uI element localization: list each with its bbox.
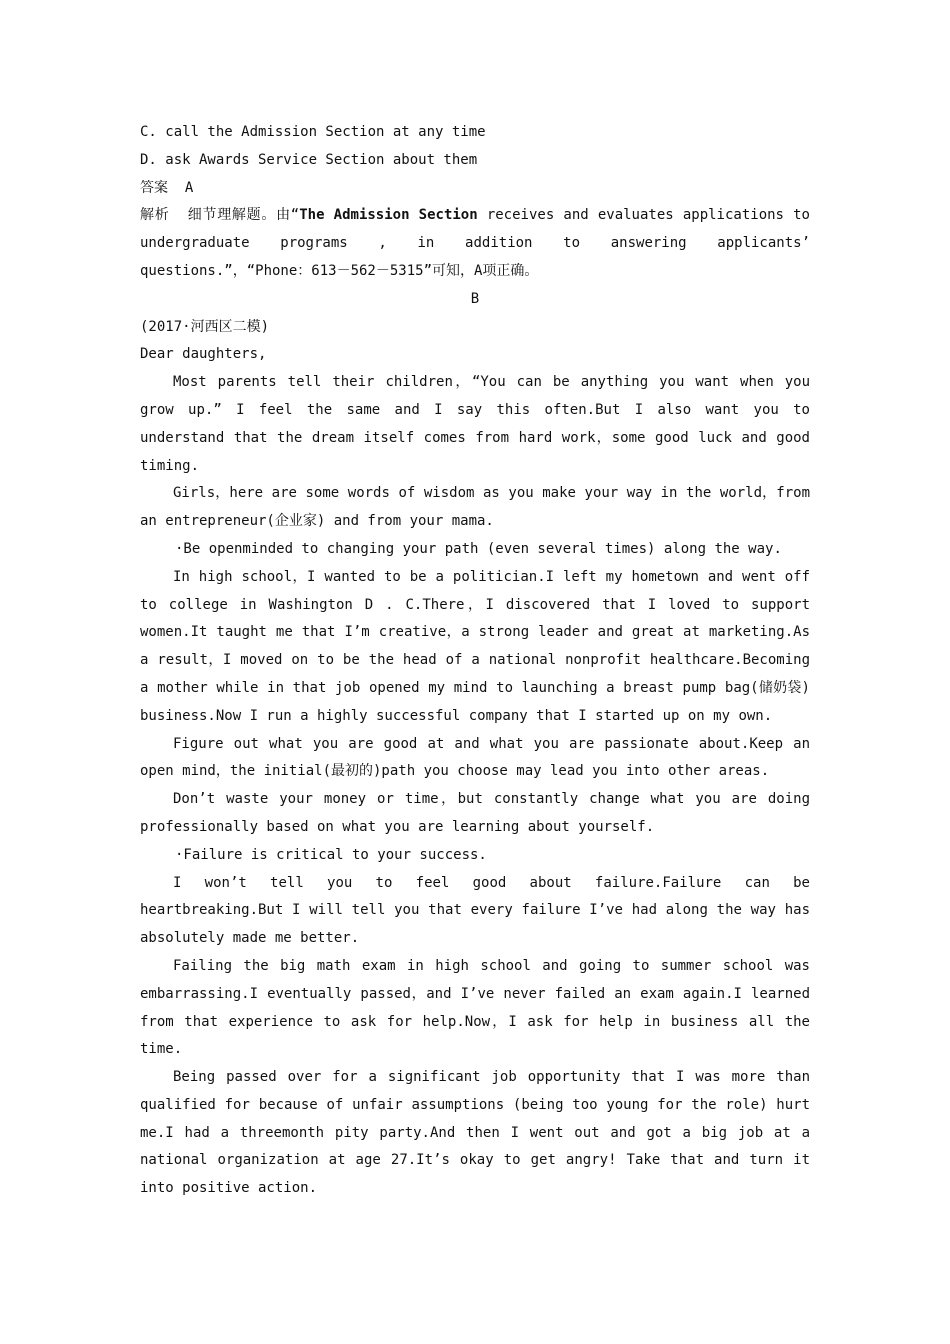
option-d: D. ask Awards Service Section about them: [140, 151, 478, 168]
analysis-text-bold: The Admission Section: [299, 207, 478, 224]
bullet-heading: ·Failure is critical to your success.: [175, 846, 487, 863]
body-paragraph: Failing the big math exam in high school and going to summer school was embarrassing.I eventually passed，and I’ve never failed an exam again.I learned from that experience to ask for help.Now，I ask for help in business all the time.: [140, 957, 810, 1058]
body-paragraph: Figure out what you are good at and what you are passionate about.Keep an open mind，the initial(最初的)path you choose may lead you into other areas.: [140, 735, 810, 780]
option-c: C. call the Admission Section at any time: [140, 124, 486, 140]
body-paragraph: Most parents tell their children，“You can be anything you want when you grow up.” I feel the same and I say this often.But I also want you to understand that the dream itself comes from hard work，some good luck and good timing.: [140, 374, 810, 474]
answer-value: A: [184, 179, 194, 196]
body-paragraph: Girls，here are some words of wisdom as you make your way in the world，from an entrepreneur(企业家) and from your mama.: [140, 485, 810, 530]
body-paragraph: Being passed over for a significant job opportunity that I was more than qualified for because of unfair assumptions (being too young for the role) hurt me.I had a threemonth pity party.And then I went out and got a big job at a national organization at age 27.It’s okay to get angry! Take that and turn it into positive action.: [140, 1069, 810, 1197]
salutation: Dear daughters,: [140, 346, 267, 363]
analysis-text-pre: 细节理解题。由“: [187, 207, 300, 224]
analysis-paragraph: [140, 202, 810, 285]
body-paragraph: I won’t tell you to feel good about failure.Failure can be heartbreaking.But I will tell you that every failure I’ve had along the way has absolutely made me better.: [140, 874, 810, 947]
section-letter: B: [470, 290, 480, 307]
source-line: (2017·河西区二模): [140, 318, 270, 335]
body-paragraph: Don’t waste your money or time，but constantly change what you are doing professionally based on what you are learning about yourself.: [140, 791, 810, 835]
answer-label: 答案: [140, 179, 168, 196]
body-paragraph: In high school，I wanted to be a politician.I left my hometown and went off to college in Washington D . C.There，I discovered that I loved to support women.It taught me that I’m creative，a strong leader and great at marketing.As a result，I moved on to be the head of a national nonprofit healthcare.Becoming a mother while in that job opened my mind to launching a breast pump bag(储奶袋) business.Now I run a highly successful company that I started up on my own.: [140, 568, 810, 724]
analysis-text-post: receives and evaluates applications to undergraduate programs , in addition to answering applicants’ questions.”，“Phone：613－562－5315”可知，A项正确。: [140, 207, 810, 279]
answer-line: [140, 175, 810, 203]
analysis-label: 解析: [140, 207, 170, 224]
bullet-heading: ·Be openminded to changing your path (even several times) along the way.: [175, 540, 782, 557]
document-page: [140, 119, 810, 1203]
